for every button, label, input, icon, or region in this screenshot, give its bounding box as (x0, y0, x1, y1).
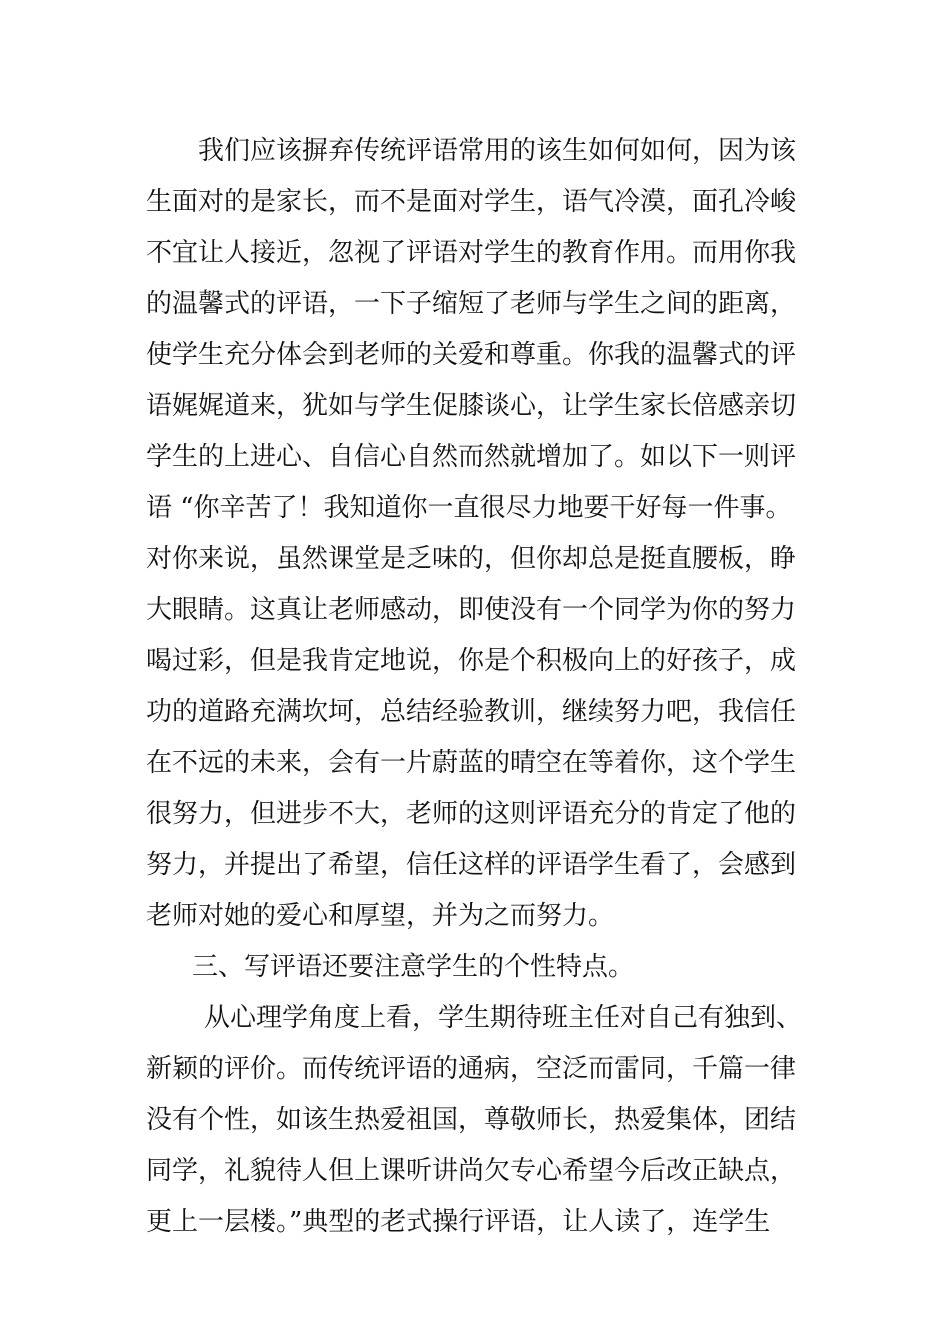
paragraph-2-line-2: 新颖的评价。而传统评语的通病，空泛而雷同，千篇一律 (146, 1054, 797, 1084)
paragraph-1-line-12: 功的道路充满坎坷，总结经验教训，继续努力吧，我信任 (146, 697, 797, 727)
paragraph-1-line-3: 不宜让人接近，忽视了评语对学生的教育作用。而用你我 (146, 238, 797, 268)
paragraph-1-line-4: 的温馨式的评语，一下子缩短了老师与学生之间的距离， (146, 289, 797, 319)
document-body (146, 126, 810, 1248)
paragraph-1-line-7: 学生的上进心、自信心自然而然就增加了。如以下一则评 (146, 442, 797, 472)
paragraph-2-line-3: 没有个性，如该生热爱祖国，尊敬师长，热爱集体，团结 (146, 1105, 797, 1135)
paragraph-1-line-1: 我们应该摒弃传统评语常用的该生如何如何，因为该 (198, 136, 797, 166)
paragraph-1-line-16: 老师对她的爱心和厚望，并为之而努力。 (146, 901, 615, 931)
paragraph-1-line-6: 语娓娓道来，犹如与学生促膝谈心，让学生家长倍感亲切 (146, 391, 797, 421)
paragraph-1-line-5: 使学生充分体会到老师的关爱和尊重。你我的温馨式的评 (146, 340, 797, 370)
paragraph-1-line-9: 对你来说，虽然课堂是乏味的，但你却总是挺直腰板，睁 (146, 544, 797, 574)
paragraph-1-line-10: 大眼睛。这真让老师感动，即使没有一个同学为你的努力 (146, 595, 797, 625)
paragraph-1-line-11: 喝过彩，但是我肯定地说，你是个积极向上的好孩子，成 (146, 646, 797, 676)
section-heading: 三、写评语还要注意学生的个性特点。 (192, 952, 635, 982)
paragraph-2-line-4: 同学，礼貌待人但上课听讲尚欠专心希望今后改正缺点， (146, 1156, 797, 1186)
paragraph-2-line-1: 从心理学角度上看，学生期待班主任对自己有独到、 (204, 1003, 803, 1033)
paragraph-1-line-8: 语 “你辛苦了！我知道你一直很尽力地要干好每一件事。 (146, 493, 792, 523)
paragraph-1-line-14: 很努力，但进步不大，老师的这则评语充分的肯定了他的 (146, 799, 797, 829)
paragraph-1-line-2: 生面对的是家长，而不是面对学生，语气冷漠，面孔冷峻 (146, 187, 797, 217)
paragraph-1-line-13: 在不远的未来，会有一片蔚蓝的晴空在等着你，这个学生 (146, 748, 797, 778)
paragraph-2-line-5: 更上一层楼。”典型的老式操行评语，让人读了，连学生 (146, 1207, 771, 1237)
paragraph-1-line-15: 努力，并提出了希望，信任这样的评语学生看了，会感到 (146, 850, 797, 880)
